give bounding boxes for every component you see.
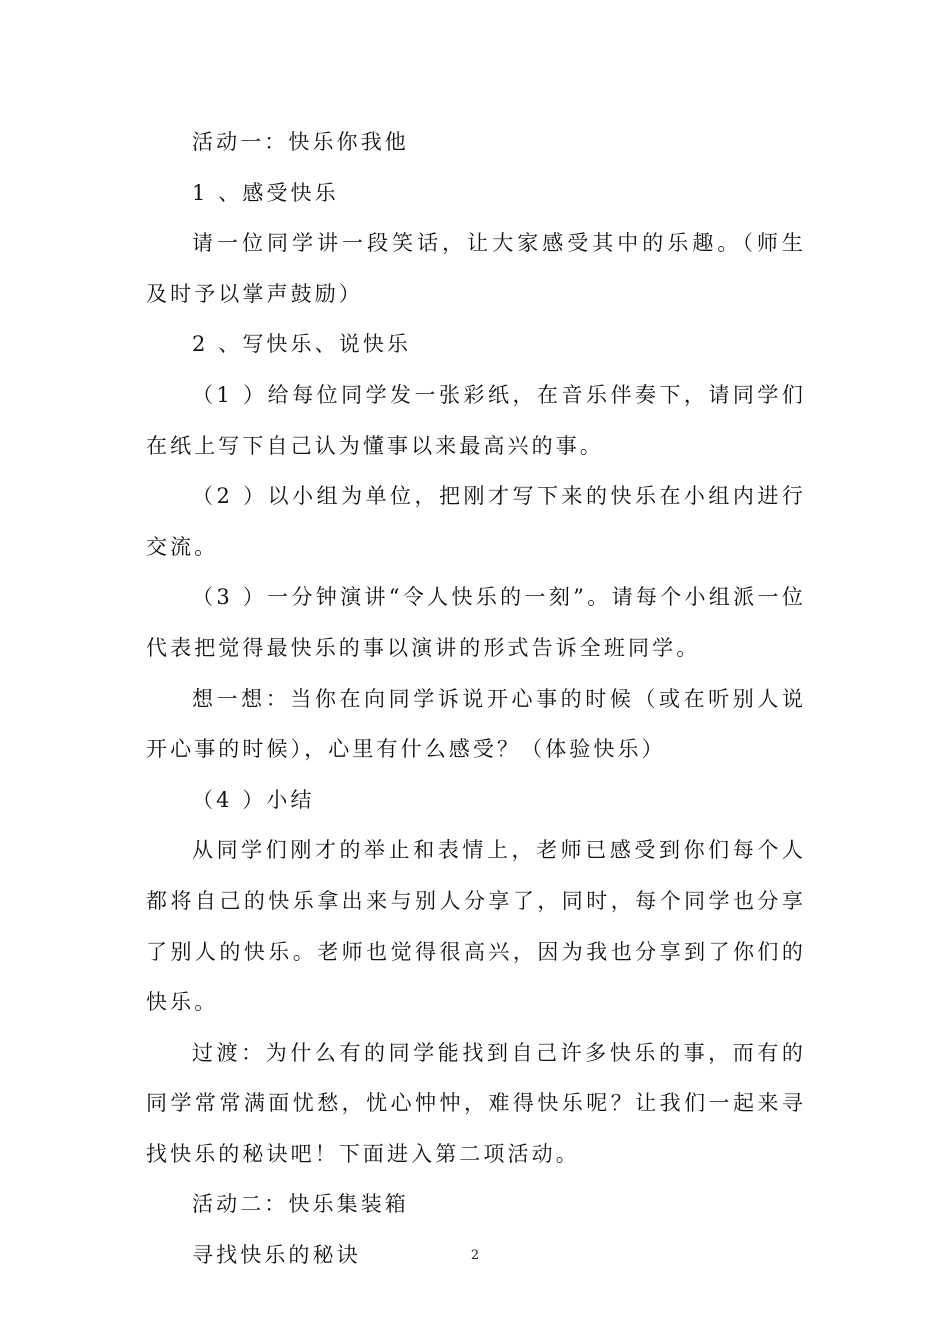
paragraph-step-2: （2 ）以小组为单位，把刚才写下来的快乐在小组内进行交流。 [146, 484, 806, 559]
heading-activity-one: 活动一：快乐你我他 [192, 130, 409, 154]
subheading-write-say-happiness: 2 、写快乐、说快乐 [192, 332, 412, 357]
paragraph-think: 想一想：当你在向同学诉说开心事的时候（或在听别人说开心事的时候），心里有什么感受？（体验快乐） [146, 686, 806, 762]
paragraph-step-4: （4 ）小结 [192, 787, 315, 812]
paragraph-joke: 请一位同学讲一段笑话，让大家感受其中的乐趣。（师生及时予以掌声鼓励） [146, 231, 806, 306]
document-body [146, 117, 806, 1281]
paragraph-summary: 从同学们刚才的举止和表情上，老师已感受到你们每个人都将自己的快乐拿出来与别人分享了，同时，每个同学也分享了别人的快乐。老师也觉得很高兴，因为我也分享到了你们的快乐。 [146, 838, 806, 1015]
paragraph-secret: 寻找快乐的秘诀 [192, 1243, 361, 1268]
heading-activity-two: 活动二：快乐集装箱 [192, 1192, 409, 1217]
paragraph-step-1: （1 ）给每位同学发一张彩纸，在音乐伴奏下，请同学们在纸上写下自己认为懂事以来最高兴的事。 [146, 382, 806, 458]
page-number: 2 [470, 1248, 480, 1263]
paragraph-step-3: （3 ）一分钟演讲“令人快乐的一刻”。请每个小组派一位代表把觉得最快乐的事以演讲的形式告诉全班同学。 [146, 585, 806, 660]
paragraph-transition: 过渡：为什么有的同学能找到自己许多快乐的事，而有的同学常常满面忧愁，忧心忡忡，难得快乐呢？让我们一起来寻找快乐的秘诀吧！下面进入第二项活动。 [146, 1040, 806, 1166]
subheading-feel-happiness: 1 、感受快乐 [192, 180, 339, 205]
